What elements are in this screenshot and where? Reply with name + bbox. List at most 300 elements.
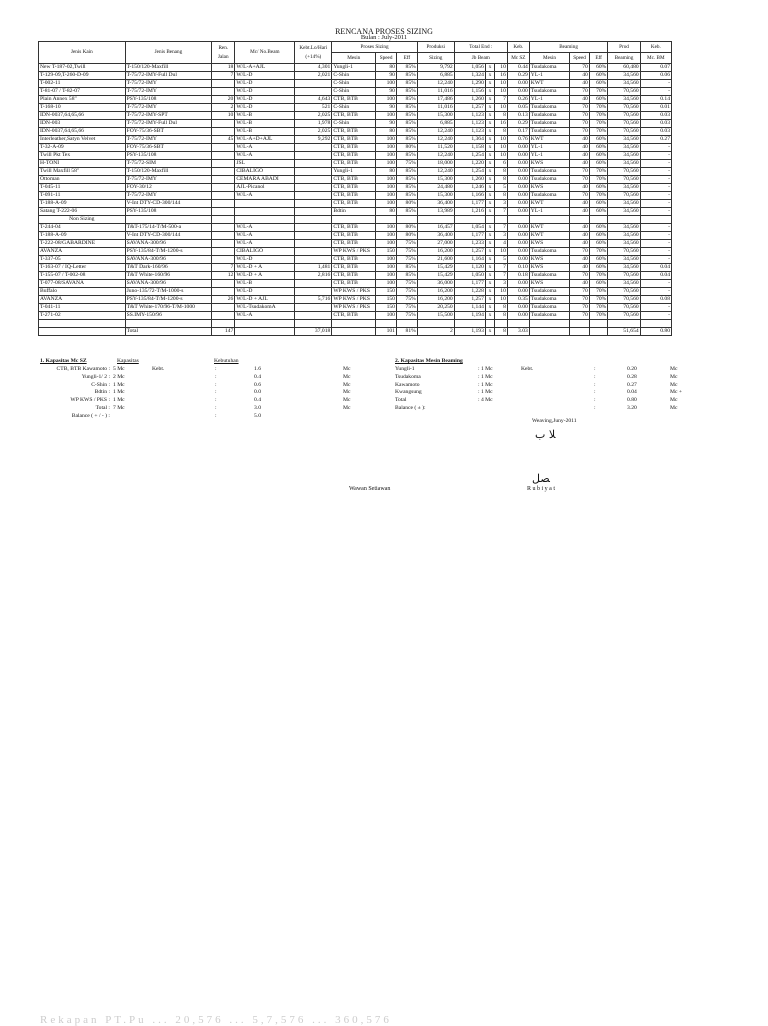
summary-cell: : — [594, 366, 596, 372]
col-keb: Keb. — [507, 42, 529, 53]
table-cell: 18,000 — [417, 160, 454, 168]
table-cell: 70,560 — [608, 112, 640, 120]
table-cell: 0.00 — [507, 192, 529, 200]
summary-cell: Mc — [670, 404, 678, 411]
table-cell: 60% — [589, 232, 608, 240]
table-cell: 1,254 — [454, 152, 485, 160]
table-cell: 60% — [589, 184, 608, 192]
table-cell: 100 — [376, 144, 397, 152]
table-cell: 70 — [570, 248, 590, 256]
table-cell: 70 — [570, 120, 590, 128]
table-cell: CIBALIGO — [235, 168, 295, 176]
table-row — [39, 280, 672, 288]
table-cell: 75% — [396, 304, 417, 312]
table-cell: 40 — [570, 224, 590, 232]
table-cell: 80 — [376, 168, 397, 176]
summary-cell: 1 Mc — [113, 389, 125, 396]
table-cell: CTB, BTB — [332, 192, 376, 200]
summary-cell — [152, 405, 215, 413]
table-cell: KWT — [529, 224, 569, 232]
table-cell: Ottoman — [39, 176, 126, 184]
table-cell: 70,560 — [608, 304, 640, 312]
table-cell: 90 — [376, 120, 397, 128]
table-cell: 0.00 — [507, 168, 529, 176]
table-cell: 1,257 — [454, 248, 485, 256]
table-cell: 100 — [376, 160, 397, 168]
table-cell: KWS — [529, 264, 569, 272]
table-cell: Yungli-1 — [332, 168, 376, 176]
table-cell: 7 — [495, 272, 508, 280]
table-cell: 40 — [570, 136, 590, 144]
table-cell: 85% — [396, 72, 417, 80]
table-cell: - — [640, 288, 671, 296]
table-cell — [295, 248, 332, 256]
table-cell: 60% — [589, 224, 608, 232]
table-cell: W/L-A — [235, 224, 295, 232]
table-cell: 70% — [589, 104, 608, 112]
table-cell — [212, 120, 235, 128]
table-cell: 0.04 — [640, 272, 671, 280]
total-label: Total — [125, 328, 212, 336]
table-row — [39, 296, 672, 304]
table-cell: FOY-75/36-SBT — [125, 144, 212, 152]
signature-left-name: Wawan Setiawan — [349, 486, 391, 492]
table-cell: x — [485, 208, 494, 216]
table-cell: x — [485, 280, 494, 288]
table-cell: - — [640, 80, 671, 88]
table-cell: 1,481 — [295, 264, 332, 272]
table-cell: 1,364 — [454, 136, 485, 144]
table-cell: 0.29 — [507, 72, 529, 80]
table-cell: CTB, BTB — [332, 256, 376, 264]
table-cell: 1,978 — [295, 120, 332, 128]
table-cell: 85% — [396, 136, 417, 144]
summary-cell: 1 Mc — [113, 381, 125, 388]
summary-row — [395, 389, 693, 397]
summary-right-date: Weaving,Juny-2011 — [532, 418, 577, 424]
table-cell: 0.35 — [507, 296, 529, 304]
table-cell: 1,324 — [454, 72, 485, 80]
table-cell: 0.00 — [507, 184, 529, 192]
table-cell — [212, 88, 235, 96]
table-cell: 7 — [495, 96, 508, 104]
summary-cell: : — [215, 381, 217, 388]
table-row — [39, 304, 672, 312]
table-cell: 13,989 — [417, 208, 454, 216]
table-cell: 7 — [495, 264, 508, 272]
table-cell: 0.03 — [640, 112, 671, 120]
table-cell — [212, 312, 235, 320]
table-cell: Tsudakoma — [529, 168, 569, 176]
table-cell: 85% — [396, 104, 417, 112]
non-sizing-section — [39, 216, 672, 224]
col-speed: Speed — [376, 53, 397, 64]
table-cell: T-75/72-IMY — [125, 136, 212, 144]
signature-right-name: R u b i y a t — [527, 486, 555, 492]
summary-row — [395, 382, 693, 390]
table-cell: 1,177 — [454, 280, 485, 288]
table-cell: 4,301 — [295, 64, 332, 72]
table-cell: 7 — [495, 208, 508, 216]
table-cell: 40 — [570, 240, 590, 248]
table-cell: 0.00 — [507, 208, 529, 216]
table-cell: 85% — [396, 192, 417, 200]
table-cell — [295, 280, 332, 288]
table-cell: x — [485, 160, 494, 168]
table-cell: C-Shin — [332, 80, 376, 88]
total-end-val: 2 — [417, 328, 454, 336]
table-cell: 15,500 — [417, 312, 454, 320]
table-cell: T-75/72-IMY — [125, 88, 212, 96]
summary-cell: : 4 Mc — [478, 397, 493, 404]
table-cell: IDN-0037,64,65,66 — [39, 112, 126, 120]
summary-cell: : 1 Mc — [478, 381, 493, 388]
table-cell: 8 — [495, 112, 508, 120]
table-cell: 2,021 — [295, 72, 332, 80]
table-cell: 75% — [396, 288, 417, 296]
table-cell: 1,123 — [454, 112, 485, 120]
table-cell: x — [485, 192, 494, 200]
total-keb: 37,018 — [295, 328, 332, 336]
table-cell: 8 — [495, 176, 508, 184]
summary-cell: Kawamoto — [395, 381, 420, 388]
table-cell: 1,228 — [454, 288, 485, 296]
table-cell: 8 — [495, 168, 508, 176]
table-cell: W/L-D + A — [235, 272, 295, 280]
table-cell: 0.06 — [640, 72, 671, 80]
table-cell: 70 — [570, 168, 590, 176]
summary-cell: Total — [395, 397, 407, 404]
table-cell — [212, 248, 235, 256]
col-prod: Prod — [608, 42, 640, 53]
summary-cell: 5.0 — [254, 412, 261, 419]
col-ren: Ren. Jalan — [212, 42, 235, 64]
table-cell: 8 — [495, 312, 508, 320]
summary-cell: Balance ( + / - ) : — [71, 412, 110, 419]
table-cell — [212, 240, 235, 248]
table-cell: 0.00 — [507, 176, 529, 184]
table-cell: 100 — [376, 192, 397, 200]
table-cell: 0.00 — [507, 240, 529, 248]
table-cell: x — [485, 288, 494, 296]
table-cell: 10 — [495, 296, 508, 304]
table-cell: 3 — [495, 232, 508, 240]
table-cell: W/L-D — [235, 104, 295, 112]
table-cell: 100 — [376, 312, 397, 320]
table-cell: 34,560 — [608, 80, 640, 88]
table-cell: T&T Dark-160/96 — [125, 264, 212, 272]
table-cell: 70% — [589, 304, 608, 312]
table-cell: KWS — [529, 184, 569, 192]
table-cell: 9,792 — [417, 64, 454, 72]
table-cell: x — [485, 112, 494, 120]
table-cell: 40 — [570, 232, 590, 240]
table-cell: Bdtin — [332, 208, 376, 216]
total-section — [39, 320, 672, 336]
table-cell — [295, 304, 332, 312]
table-cell: 27,000 — [417, 240, 454, 248]
table-cell: WP KWS / PKS — [332, 248, 376, 256]
table-cell: 17,486 — [417, 96, 454, 104]
table-cell: SAVANA-300/96 — [125, 240, 212, 248]
table-cell: x — [485, 168, 494, 176]
table-cell: 0.00 — [507, 248, 529, 256]
table-cell: x — [485, 200, 494, 208]
table-cell: W/L-B — [235, 112, 295, 120]
table-cell: CTB, BTB — [332, 224, 376, 232]
table-cell: 1,220 — [454, 160, 485, 168]
table-cell: 1,123 — [454, 120, 485, 128]
table-cell: 70% — [589, 248, 608, 256]
table-cell: 0.00 — [507, 160, 529, 168]
table-cell: CTB, BTB — [332, 232, 376, 240]
table-cell: 15,429 — [417, 264, 454, 272]
summary-cell — [152, 397, 215, 405]
table-cell: CTB, BTB — [332, 312, 376, 320]
summary-left-col-kebutuhan: Kebutuhan — [214, 358, 239, 364]
table-cell — [212, 192, 235, 200]
table-cell — [212, 152, 235, 160]
table-cell: 70% — [589, 192, 608, 200]
table-cell: 34,560 — [608, 256, 640, 264]
table-cell: Satang T-222-06 — [39, 208, 126, 216]
table-cell: x — [485, 120, 494, 128]
table-cell: W/L-D — [235, 72, 295, 80]
table-cell: IDN-0037,64,65,66 — [39, 128, 126, 136]
table-cell: 10 — [495, 64, 508, 72]
table-cell: 70% — [589, 112, 608, 120]
table-cell: 40 — [570, 184, 590, 192]
table-cell: x — [485, 304, 494, 312]
table-cell: 0.00 — [507, 312, 529, 320]
table-cell — [295, 288, 332, 296]
table-cell: 85% — [396, 112, 417, 120]
table-cell: x — [485, 248, 494, 256]
table-row — [39, 232, 672, 240]
sizing-rows — [39, 64, 672, 216]
table-cell: 40 — [570, 264, 590, 272]
table-cell — [212, 208, 235, 216]
table-cell: 75% — [396, 160, 417, 168]
table-cell: W/L-A — [235, 240, 295, 248]
table-cell: 100 — [376, 256, 397, 264]
table-cell: 70% — [589, 272, 608, 280]
table-cell: 0.29 — [507, 120, 529, 128]
table-cell: 7 — [212, 72, 235, 80]
table-cell: 70 — [570, 312, 590, 320]
summary-cell: Bdtin : — [94, 389, 110, 396]
table-cell: 100 — [376, 200, 397, 208]
table-cell: 70,560 — [608, 272, 640, 280]
summary-cell: : 1 Mc — [478, 389, 493, 396]
table-cell: 85% — [396, 128, 417, 136]
table-cell: 60% — [589, 256, 608, 264]
table-cell: 85% — [396, 272, 417, 280]
table-cell: KWS — [529, 160, 569, 168]
table-cell: 34,560 — [608, 72, 640, 80]
table-cell: 70 — [570, 176, 590, 184]
table-row — [39, 272, 672, 280]
table-cell: - — [640, 280, 671, 288]
summary-cell: WP KWS / PKS : — [70, 397, 110, 404]
summary-cell: : — [215, 373, 217, 380]
table-cell: 75% — [396, 280, 417, 288]
table-cell: 12,240 — [417, 80, 454, 88]
table-cell: 36,400 — [417, 200, 454, 208]
table-cell: 70% — [589, 128, 608, 136]
table-cell — [295, 312, 332, 320]
summary-cell: Kwangsung — [395, 389, 422, 396]
summary-row — [40, 382, 366, 390]
table-cell: 10 — [212, 112, 235, 120]
summary-cell: Mc — [670, 366, 678, 372]
table-cell — [295, 192, 332, 200]
table-cell: W/L-A — [235, 192, 295, 200]
table-cell: 20 — [212, 96, 235, 104]
summary-cell: Mc — [670, 373, 678, 380]
table-cell: 0.04 — [640, 264, 671, 272]
table-cell: FOY-30/12 — [125, 184, 212, 192]
table-cell: 0.08 — [640, 296, 671, 304]
table-cell — [295, 80, 332, 88]
table-cell: x — [485, 144, 494, 152]
table-cell — [295, 184, 332, 192]
table-cell: CTB, BTB — [332, 96, 376, 104]
table-cell: 100 — [376, 96, 397, 104]
table-cell — [212, 280, 235, 288]
table-cell: 12,240 — [417, 152, 454, 160]
page-subtitle: Bulan : July-2011 — [360, 34, 408, 41]
table-cell: 100 — [376, 152, 397, 160]
table-cell: CIBALIGO — [235, 248, 295, 256]
summary-cell: Mc — [343, 397, 351, 404]
summary-cell: 0.80 — [627, 397, 637, 404]
table-cell: T-045-11 — [39, 184, 126, 192]
table-cell: 11,520 — [417, 144, 454, 152]
table-cell: 70 — [570, 64, 590, 72]
table-cell: 85% — [396, 80, 417, 88]
table-cell: 1,158 — [454, 144, 485, 152]
table-cell: - — [640, 224, 671, 232]
total-x: x — [485, 328, 494, 336]
table-cell: 0.01 — [640, 104, 671, 112]
table-cell: 100 — [376, 224, 397, 232]
summary-cell: Mc — [343, 373, 351, 380]
table-header — [39, 42, 672, 64]
summary-row — [40, 397, 366, 405]
table-cell: 85% — [396, 208, 417, 216]
table-cell: W/L-B — [235, 128, 295, 136]
table-cell: 100 — [376, 176, 397, 184]
table-cell: 60% — [589, 144, 608, 152]
table-cell: 0.17 — [507, 128, 529, 136]
table-cell: 75% — [396, 296, 417, 304]
table-cell: 100 — [376, 232, 397, 240]
table-cell: C-Shin — [332, 72, 376, 80]
table-cell: 0.00 — [507, 152, 529, 160]
table-cell: T-150/120-Maxfill — [125, 64, 212, 72]
table-cell: 40 — [570, 144, 590, 152]
table-cell: x — [485, 312, 494, 320]
summary-cell — [343, 413, 366, 421]
table-cell: 0.00 — [507, 200, 529, 208]
summary-cell: 0.4 — [254, 397, 261, 404]
table-cell: 70% — [589, 168, 608, 176]
table-cell: 0.03 — [640, 128, 671, 136]
table-cell: 2,025 — [295, 112, 332, 120]
table-cell: x — [485, 128, 494, 136]
table-cell: 12 — [212, 272, 235, 280]
table-cell: 60% — [589, 264, 608, 272]
table-cell: 60% — [589, 96, 608, 104]
table-cell: x — [485, 104, 494, 112]
table-cell: - — [640, 144, 671, 152]
summary-cell: Mc + — [670, 389, 683, 396]
table-cell: 1,177 — [454, 232, 485, 240]
table-cell: YL-1 — [529, 152, 569, 160]
table-cell: x — [485, 136, 494, 144]
table-cell: W/L-D — [235, 80, 295, 88]
table-cell: 10 — [495, 104, 508, 112]
table-row — [39, 144, 672, 152]
table-cell: 12,240 — [417, 136, 454, 144]
table-cell: T&T-175/14-T/M-500-a — [125, 224, 212, 232]
table-cell: 8 — [495, 128, 508, 136]
table-cell: 1,233 — [454, 240, 485, 248]
table-cell — [212, 184, 235, 192]
summary-row — [395, 374, 693, 382]
total-end: 1,193 — [454, 328, 485, 336]
table-cell: 10 — [495, 80, 508, 88]
table-cell: 16 — [495, 120, 508, 128]
table-cell: 4,643 — [295, 96, 332, 104]
table-cell: x — [485, 72, 494, 80]
table-cell: 5 — [495, 184, 508, 192]
table-cell: x — [485, 296, 494, 304]
table-cell: T-32-A-09 — [39, 144, 126, 152]
table-cell: 34,560 — [608, 224, 640, 232]
table-cell: YL-1 — [529, 96, 569, 104]
table-cell: PSY-135/108 — [125, 96, 212, 104]
summary-cell: Mc — [670, 381, 678, 388]
table-cell: W/L-B — [235, 280, 295, 288]
summary-cell: : — [594, 381, 596, 388]
table-cell: 0.14 — [640, 96, 671, 104]
table-cell: 3 — [495, 200, 508, 208]
table-cell: CTB, BTB — [332, 144, 376, 152]
table-cell: W/L-A+D+AJL — [235, 136, 295, 144]
summary-cell: Yungli-1/ 2 : — [81, 373, 110, 380]
table-cell: IDN-003 — [39, 120, 126, 128]
summary-cell: Kebt. — [152, 366, 165, 372]
table-cell: 1,123 — [454, 128, 485, 136]
table-cell: 70% — [589, 88, 608, 96]
table-cell: 0.13 — [507, 112, 529, 120]
table-cell: 16,200 — [417, 296, 454, 304]
col-mc-bm: Mc. BM — [640, 53, 671, 64]
table-cell: 70% — [589, 288, 608, 296]
table-cell: CTB, BTB — [332, 264, 376, 272]
table-cell: 1,054 — [454, 224, 485, 232]
summary-cell: 0.28 — [627, 373, 637, 380]
table-cell: 0.00 — [507, 88, 529, 96]
summary-cell: Balance ( ± ): — [395, 404, 426, 411]
table-cell: 1,164 — [454, 256, 485, 264]
table-cell: x — [485, 240, 494, 248]
table-cell: 40 — [570, 208, 590, 216]
summary-right-table — [395, 366, 693, 413]
table-cell: 34,560 — [608, 184, 640, 192]
